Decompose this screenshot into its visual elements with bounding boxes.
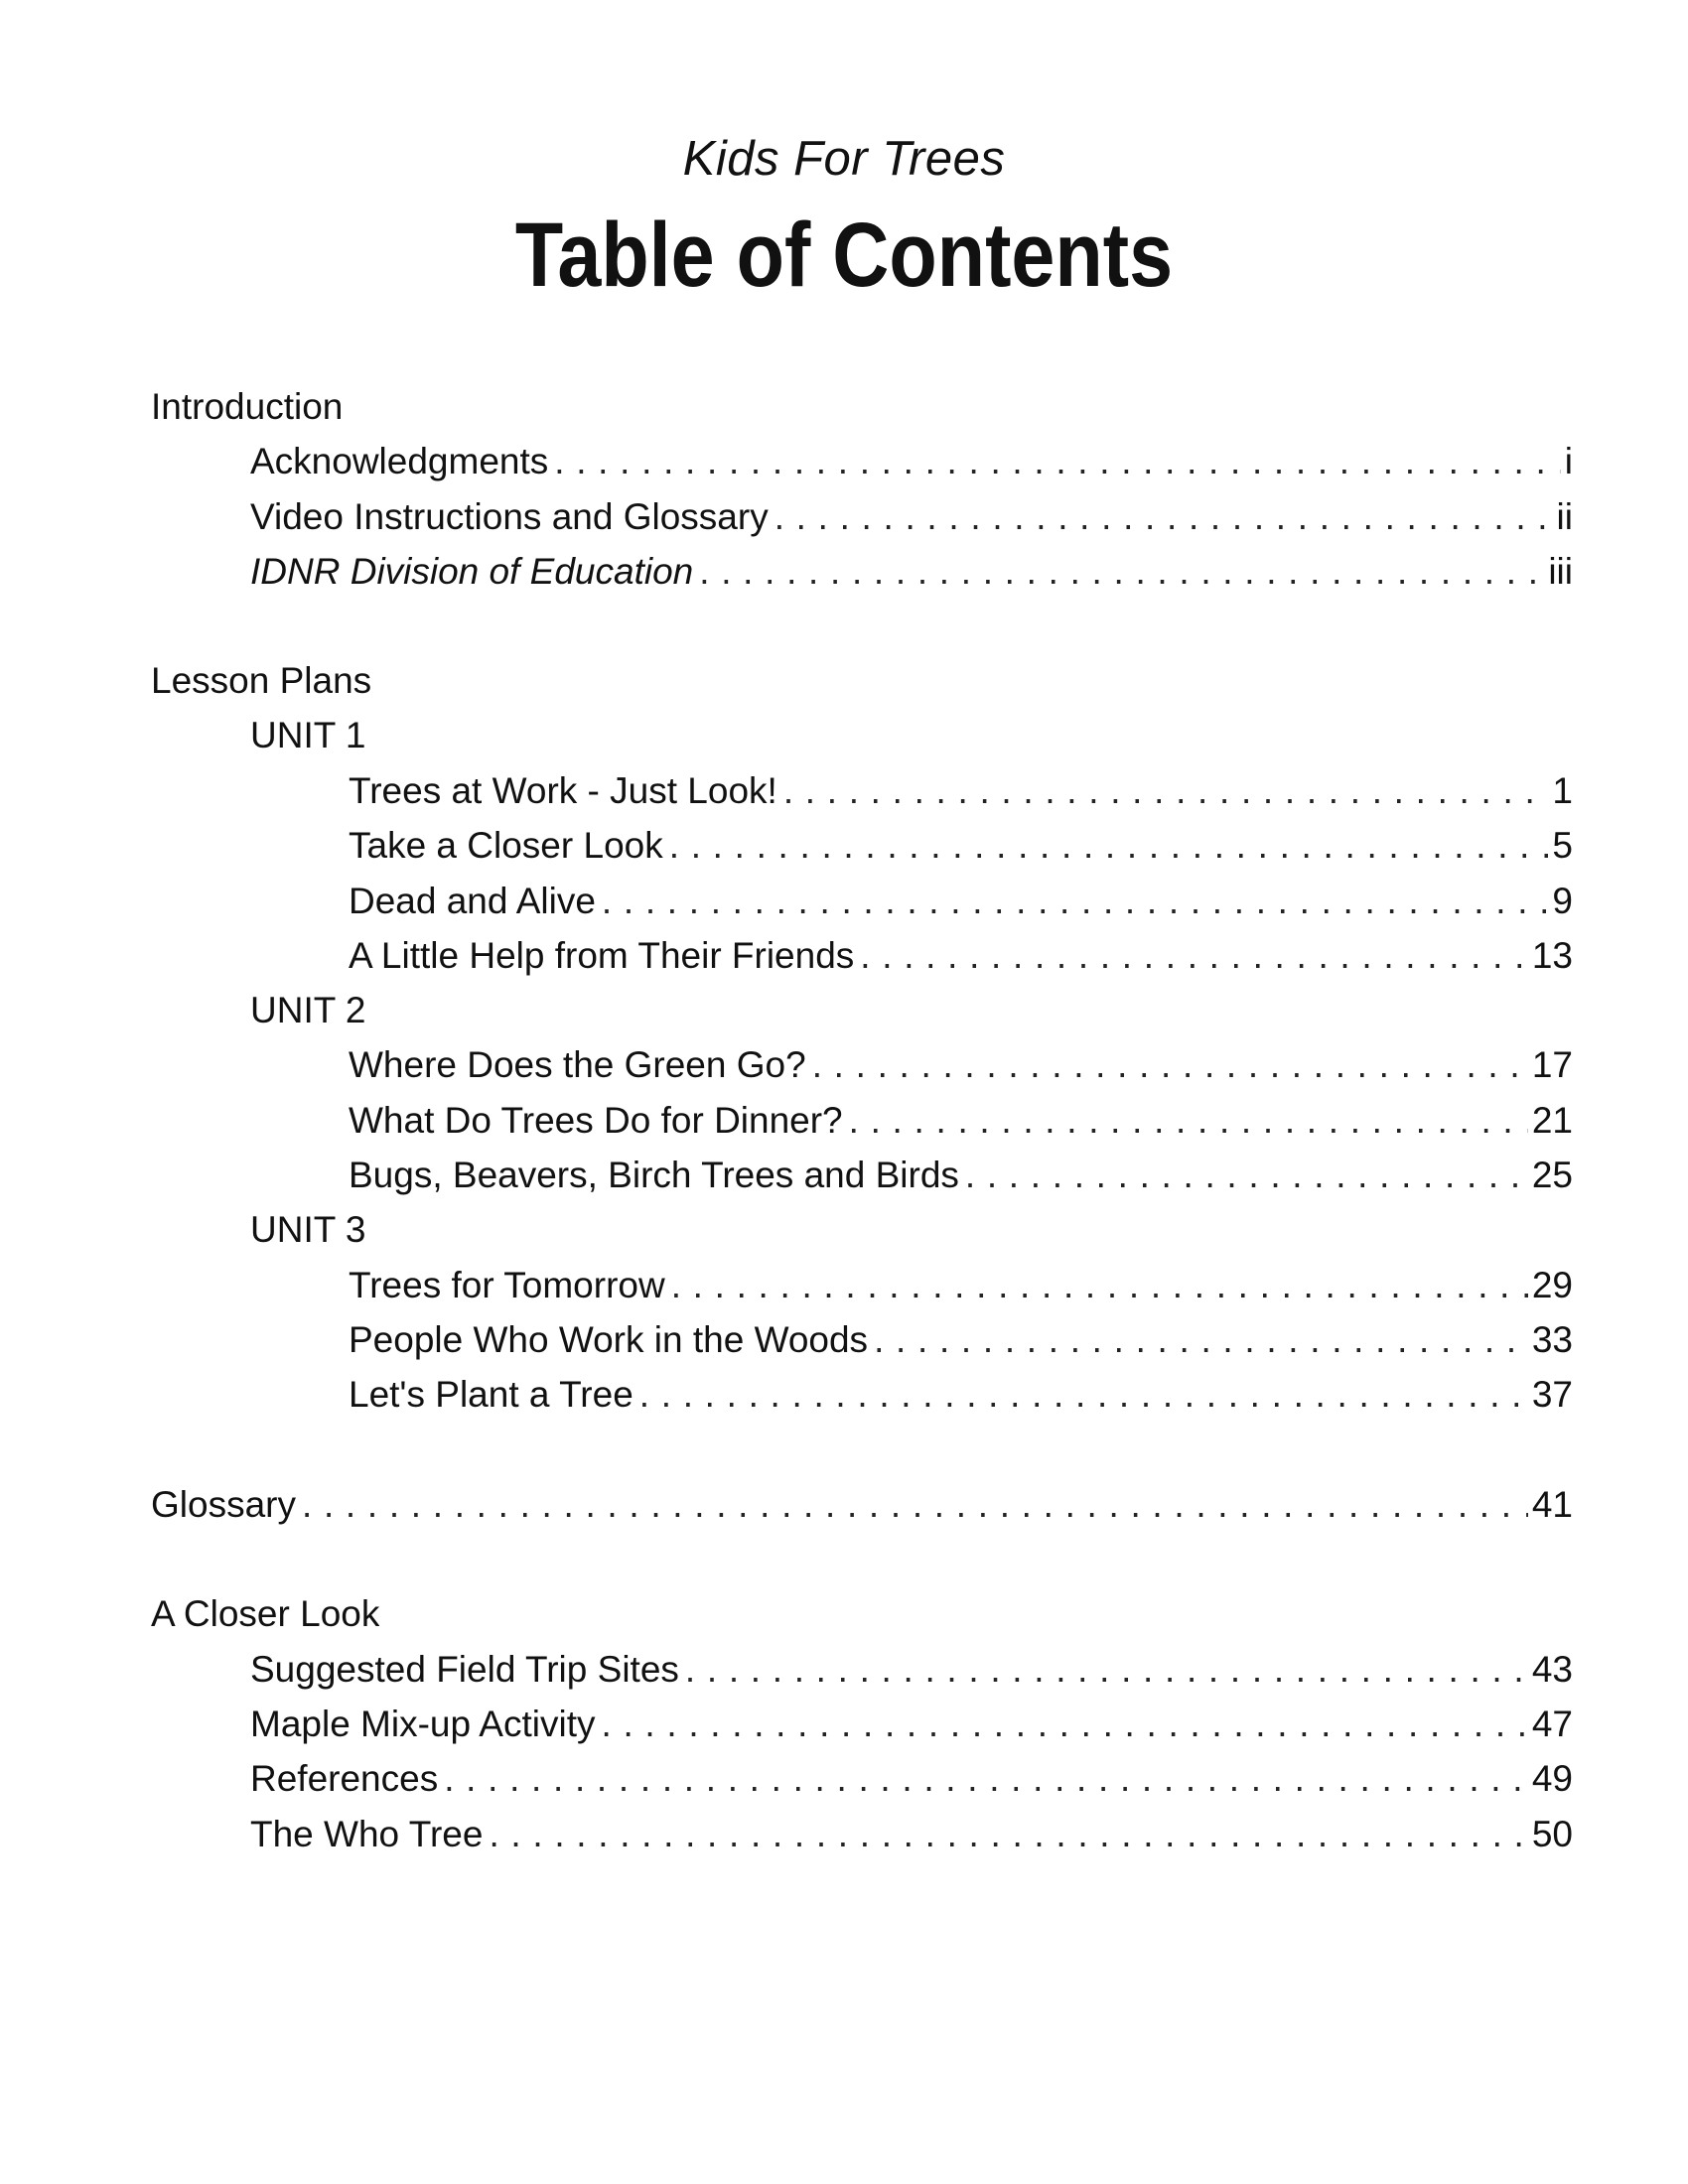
toc-page-number: 47	[1531, 1704, 1573, 1744]
toc-page-number: 9	[1552, 881, 1573, 921]
toc-entry[interactable]	[349, 818, 1573, 874]
toc-page-number: 17	[1531, 1044, 1573, 1085]
toc-page-number: 33	[1531, 1319, 1573, 1360]
toc-entry-label: Suggested Field Trip Sites	[250, 1649, 679, 1690]
toc-entry[interactable]	[349, 1258, 1573, 1313]
toc-heading-label: Lesson Plans	[151, 660, 372, 701]
dot-leader	[489, 1807, 1527, 1862]
dot-leader	[602, 874, 1549, 929]
page-title: Table of Contents	[514, 205, 1174, 306]
toc-entry[interactable]	[349, 1093, 1573, 1149]
toc-section-heading-closer-look	[151, 1586, 379, 1642]
toc-entry[interactable]	[250, 434, 1573, 489]
toc-section-heading-introduction	[151, 379, 343, 435]
toc-unit-label: UNIT 3	[250, 1209, 366, 1250]
dot-leader	[302, 1477, 1528, 1533]
toc-entry-label: Acknowledgments	[250, 441, 549, 481]
dot-leader	[849, 1093, 1528, 1149]
toc-entry[interactable]	[250, 1807, 1573, 1862]
dot-leader	[699, 544, 1544, 600]
toc-entry-label: Trees at Work - Just Look!	[349, 770, 777, 811]
toc-page-number: i	[1564, 441, 1573, 481]
toc-page-number: 37	[1531, 1374, 1573, 1415]
dot-leader	[602, 1697, 1528, 1752]
toc-page-number: ii	[1556, 496, 1573, 537]
toc-entry-label: Maple Mix-up Activity	[250, 1704, 596, 1744]
toc-page-number: 41	[1531, 1484, 1573, 1525]
toc-entry-label: Trees for Tomorrow	[349, 1265, 665, 1305]
toc-entry[interactable]	[349, 1312, 1573, 1368]
dot-leader	[685, 1642, 1528, 1698]
toc-entry[interactable]	[250, 489, 1573, 545]
toc-entry[interactable]	[250, 544, 1573, 600]
toc-unit-label: UNIT 2	[250, 990, 366, 1030]
toc-entry-label: People Who Work in the Woods	[349, 1319, 869, 1360]
toc-page-number: 43	[1531, 1649, 1573, 1690]
toc-entry-label: Where Does the Green Go?	[349, 1044, 806, 1085]
toc-page-number: 13	[1531, 935, 1573, 976]
toc-entry-label: A Little Help from Their Friends	[349, 935, 855, 976]
toc-unit-heading	[250, 708, 366, 763]
document-subtitle: Kids For Trees	[682, 132, 1006, 186]
toc-heading-label: Introduction	[151, 386, 344, 427]
toc-entry-label: Let's Plant a Tree	[349, 1374, 633, 1415]
dot-leader	[965, 1148, 1528, 1203]
toc-entry-label: Dead and Alive	[349, 881, 596, 921]
dot-leader	[671, 1258, 1528, 1313]
dot-leader	[444, 1751, 1528, 1807]
toc-entry-label: Bugs, Beavers, Birch Trees and Birds	[349, 1155, 959, 1195]
toc-unit-heading	[250, 1202, 366, 1258]
toc-entry-label: The Who Tree	[250, 1814, 484, 1854]
toc-entry[interactable]	[250, 1642, 1573, 1698]
toc-entry[interactable]	[349, 1148, 1573, 1203]
toc-heading-label: A Closer Look	[151, 1593, 380, 1634]
toc-page-number: 25	[1531, 1155, 1573, 1195]
toc-entry-label: References	[250, 1758, 439, 1799]
toc-entry[interactable]	[250, 1751, 1573, 1807]
dot-leader	[639, 1367, 1528, 1423]
toc-entry-label: IDNR Division of Education	[250, 551, 694, 592]
toc-entry[interactable]	[349, 1367, 1573, 1423]
toc-section-heading-lesson-plans	[151, 653, 371, 709]
dot-leader	[774, 489, 1553, 545]
toc-page-number: 49	[1531, 1758, 1573, 1799]
toc-entry-label: Glossary	[151, 1484, 296, 1525]
toc-entry[interactable]	[349, 763, 1573, 819]
dot-leader	[874, 1312, 1528, 1368]
dot-leader	[812, 1037, 1528, 1093]
dot-leader	[554, 434, 1561, 489]
toc-entry-label: Video Instructions and Glossary	[250, 496, 769, 537]
toc-page-number: 50	[1531, 1814, 1573, 1854]
dot-leader	[669, 818, 1549, 874]
toc-entry[interactable]	[349, 928, 1573, 984]
toc-unit-heading	[250, 983, 366, 1038]
toc-page-number: iii	[1548, 551, 1573, 592]
toc-entry-label: What Do Trees Do for Dinner?	[349, 1100, 843, 1141]
toc-entry-glossary[interactable]	[151, 1477, 1573, 1533]
toc-page-number: 1	[1552, 770, 1573, 811]
toc-unit-label: UNIT 1	[250, 715, 366, 755]
dot-leader	[860, 928, 1528, 984]
toc-entry[interactable]	[250, 1697, 1573, 1752]
toc-page-number: 29	[1531, 1265, 1573, 1305]
toc-entry[interactable]	[349, 874, 1573, 929]
toc-page-number: 5	[1552, 825, 1573, 866]
toc-entry-label: Take a Closer Look	[349, 825, 663, 866]
dot-leader	[783, 763, 1549, 819]
toc-page-number: 21	[1531, 1100, 1573, 1141]
toc-entry[interactable]	[349, 1037, 1573, 1093]
